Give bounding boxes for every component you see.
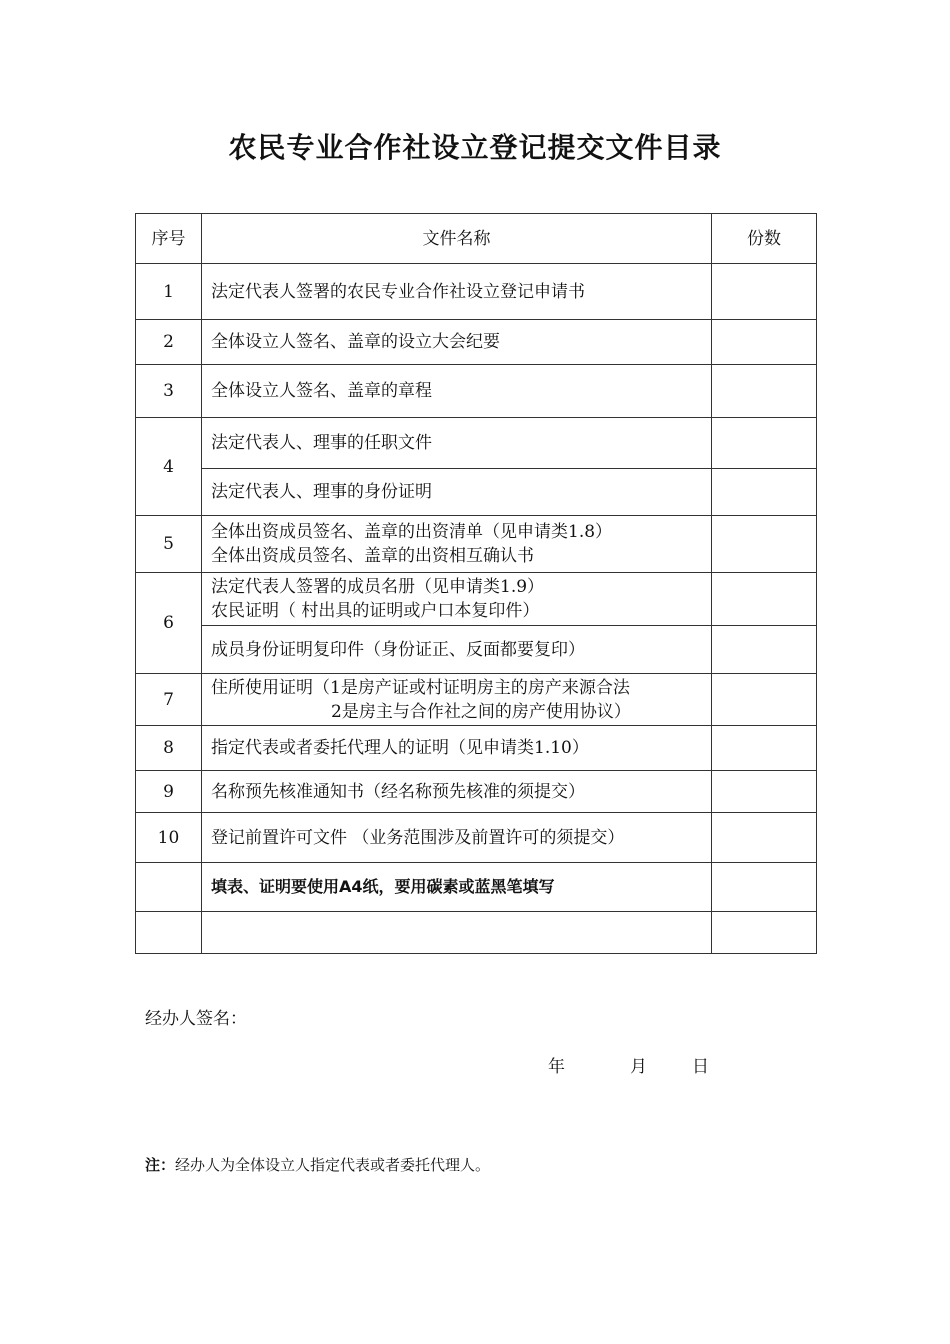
row-document: 名称预先核准通知书（经名称预先核准的须提交） <box>202 771 712 813</box>
table-row <box>136 626 817 674</box>
row-number: 1 <box>136 264 202 320</box>
table-row <box>136 264 817 320</box>
row-document: 登记前置许可文件 （业务范围涉及前置许可的须提交） <box>202 813 712 863</box>
table-row <box>136 516 817 573</box>
row-document <box>202 516 712 573</box>
copies-cell[interactable] <box>712 264 817 320</box>
file-list-table <box>135 213 817 954</box>
row-document: 全体设立人签名、盖章的章程 <box>202 365 712 418</box>
table-row <box>136 469 817 516</box>
table-row <box>136 365 817 418</box>
date-year: 年 <box>548 1057 565 1077</box>
copies-cell[interactable] <box>712 726 817 771</box>
date-day: 日 <box>692 1057 709 1077</box>
row-number: 6 <box>136 573 202 674</box>
row-number: 7 <box>136 674 202 726</box>
row-number: 4 <box>136 418 202 516</box>
copies-cell[interactable] <box>712 863 817 912</box>
doc-line: 全体出资成员签名、盖章的出资相互确认书 <box>211 546 534 566</box>
row-document <box>202 573 712 626</box>
copies-cell[interactable] <box>712 626 817 674</box>
copies-cell[interactable] <box>712 771 817 813</box>
copies-cell[interactable] <box>712 418 817 469</box>
copies-cell[interactable] <box>712 516 817 573</box>
header-copies: 份数 <box>712 214 817 264</box>
table-row <box>136 813 817 863</box>
row-document: 法定代表人、理事的身份证明 <box>202 469 712 516</box>
row-document: 全体设立人签名、盖章的设立大会纪要 <box>202 320 712 365</box>
header-name: 文件名称 <box>202 214 712 264</box>
table-header-row <box>136 214 817 264</box>
row-document <box>202 674 712 726</box>
table-row <box>136 771 817 813</box>
date-month: 月 <box>630 1057 647 1077</box>
doc-line: 农民证明（ 村出具的证明或户口本复印件） <box>211 601 540 621</box>
row-number: 9 <box>136 771 202 813</box>
doc-line: 法定代表人签署的成员名册（见申请类1.9） <box>211 577 545 597</box>
copies-cell[interactable] <box>712 365 817 418</box>
empty-cell <box>712 912 817 954</box>
note-text: 经办人为全体设立人指定代表或者委托代理人。 <box>175 1156 491 1174</box>
blank-row <box>136 912 817 954</box>
row-number: 3 <box>136 365 202 418</box>
table-row <box>136 418 817 469</box>
empty-cell <box>202 912 712 954</box>
document-title: 农民专业合作社设立登记提交文件目录 <box>228 131 722 164</box>
header-index: 序号 <box>136 214 202 264</box>
table-row <box>136 573 817 626</box>
row-document: 法定代表人签署的农民专业合作社设立登记申请书 <box>202 264 712 320</box>
copies-cell[interactable] <box>712 320 817 365</box>
note-label: 注： <box>145 1156 176 1174</box>
doc-line: 全体出资成员签名、盖章的出资清单（见申请类1.8） <box>211 522 613 542</box>
copies-cell[interactable] <box>712 813 817 863</box>
row-document: 法定代表人、理事的任职文件 <box>202 418 712 469</box>
row-number: 10 <box>136 813 202 863</box>
row-number: 5 <box>136 516 202 573</box>
signature-label: 经办人签名： <box>145 1009 247 1029</box>
doc-line: 2是房主与合作社之间的房产使用协议） <box>331 701 631 722</box>
empty-cell <box>136 863 202 912</box>
table-row <box>136 674 817 726</box>
doc-line: 住所使用证明（1是房产证或村证明房主的房产来源合法 <box>211 677 630 698</box>
date-line <box>548 1052 709 1077</box>
copies-cell[interactable] <box>712 573 817 626</box>
copies-cell[interactable] <box>712 469 817 516</box>
row-document: 成员身份证明复印件（身份证正、反面都要复印） <box>202 626 712 674</box>
table-row <box>136 726 817 771</box>
notice-row <box>136 863 817 912</box>
empty-cell <box>136 912 202 954</box>
row-number: 8 <box>136 726 202 771</box>
table-row <box>136 320 817 365</box>
row-document: 指定代表或者委托代理人的证明（见申请类1.10） <box>202 726 712 771</box>
row-number: 2 <box>136 320 202 365</box>
footnote <box>145 1154 490 1175</box>
notice-text: 填表、证明要使用A4纸，要用碳素或蓝黑笔填写 <box>202 863 712 912</box>
copies-cell[interactable] <box>712 674 817 726</box>
